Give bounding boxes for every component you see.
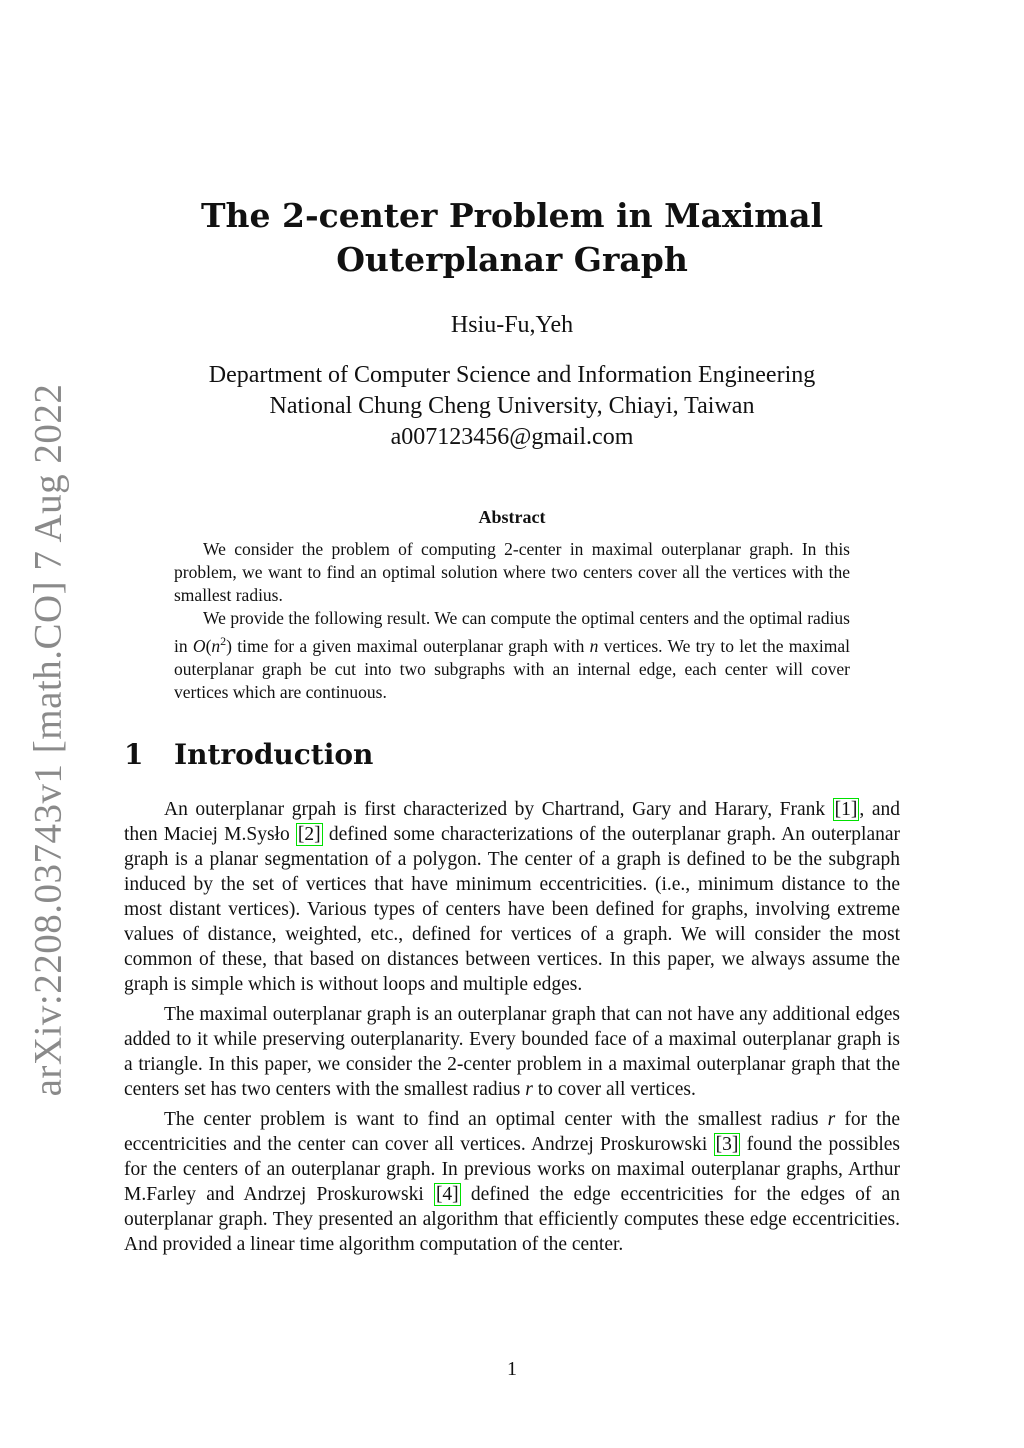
intro-paragraph-3 [124, 1107, 900, 1257]
paragraph-text: , and then Maciej M.Sysło [124, 799, 901, 845]
paragraph-text: The maximal outerplanar graph is an outerplanar graph that can not have any additional edges added to it while preserving outerplanarity. Every bounded face of a maximal outerplanar graph is a triangle. In this paper, we consider the 2-center problem in a maximal outerplanar graph that the centers set has two centers with the smallest radius [124, 1004, 900, 1100]
paragraph-text: to cover all vertices. [532, 1079, 696, 1100]
introduction-body [124, 797, 900, 1262]
page-number: 1 [507, 1358, 517, 1380]
abstract-text: We provide the following result. We can compute the optimal centers and the optimal radius in [174, 608, 850, 656]
abstract-text: time for a given maximal outerplanar graph with [231, 635, 590, 656]
math-r: r [827, 1109, 836, 1130]
math-paren-open: ( [205, 635, 212, 656]
email: a007123456@gmail.com [390, 424, 634, 450]
abstract-text: vertices. We try to let the maximal outerplanar graph be cut into two subgraphs with an internal edge, each center will cover vertices which are continuous. [174, 635, 851, 702]
section-heading-introduction [124, 738, 373, 771]
abstract-heading: Abstract [478, 507, 546, 527]
math-n: n [211, 635, 221, 656]
math-paren-close: ) [226, 635, 232, 656]
abstract-body [174, 538, 850, 704]
university: National Chung Cheng University, Chiayi, Taiwan [269, 393, 755, 419]
abstract-paragraph-1: We consider the problem of computing 2-center in maximal outerplanar graph. In this problem, we want to find an optimal solution where two centers cover all the vertices with the smallest radius. [174, 539, 850, 605]
math-exponent: 2 [220, 634, 227, 648]
citation-link-4[interactable]: [4] [435, 1184, 459, 1205]
arxiv-identifier: arXiv:2208.03743v1 [math.CO] 7 Aug 2022 [26, 383, 70, 1097]
paragraph-text: defined some characterizations of the outerplanar graph. An outerplanar graph is a planar segmentation of a polygon. The center of a graph is defined to be the subgraph induced by the set of vertices that have minimum eccentricities. (i.e., minimum distance to the most distant vertices). Various types of centers have been defined for graphs, involving extreme values of distance, weighted, etc., defined for vertices of a graph. We will consider the most common of these, that based on distances between vertices. In this paper, we always assume the graph is simple which is without loops and multiple edges. [124, 824, 900, 995]
paragraph-text: An outerplanar grpah is first characterized by Chartrand, Gary and Harary, Frank [164, 799, 833, 820]
intro-paragraph-2 [124, 1002, 900, 1102]
paragraph-text: for the eccentricities and the center can cover all vertices. Andrzej Proskurowski [124, 1109, 900, 1155]
section-number: 1 [124, 738, 144, 771]
paragraph-text: defined the edge eccentricities for the edges of an outerplanar graph. They presented an algorithm that efficiently computes these edge eccentricities. And provided a linear time algorithm computation of the center. [124, 1184, 900, 1255]
intro-paragraph-1 [124, 797, 900, 997]
paragraph-text: The center problem is want to find an optimal center with the smallest radius [164, 1109, 828, 1130]
abstract-paragraph-2 [174, 607, 850, 704]
math-n-vertices: n [589, 635, 599, 656]
citation-link-1[interactable]: [1] [834, 799, 858, 820]
paper-title-line-2: Outerplanar Graph [336, 240, 688, 279]
author-name: Hsiu-Fu,Yeh [450, 312, 574, 338]
math-big-o: O [192, 635, 206, 656]
citation-link-3[interactable]: [3] [715, 1134, 739, 1155]
author-affiliation [0, 360, 1024, 453]
section-title: Introduction [174, 738, 374, 771]
paper-title [150, 194, 874, 282]
math-r: r [525, 1079, 533, 1100]
citation-link-2[interactable]: [2] [297, 824, 321, 845]
department: Department of Computer Science and Information Engineering [208, 362, 816, 388]
paper-title-line-1: The 2-center Problem in Maximal [200, 196, 824, 235]
paragraph-text: found the possibles for the centers of an outerplanar graph. In previous works on maximal outerplanar graphs, Arthur M.Farley and Andrzej Proskurowski [124, 1134, 900, 1205]
